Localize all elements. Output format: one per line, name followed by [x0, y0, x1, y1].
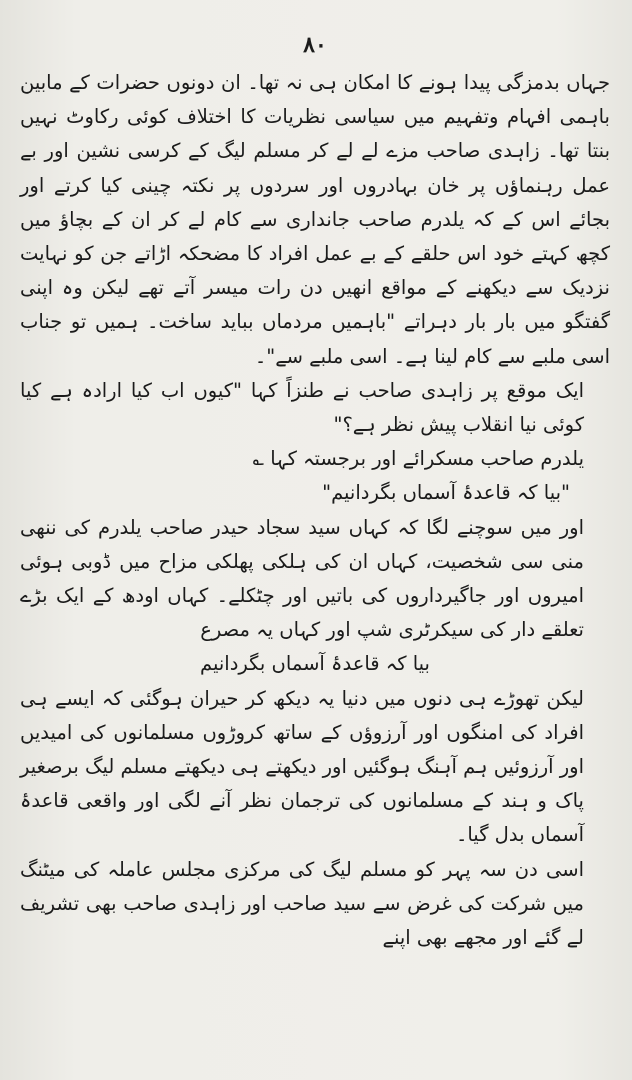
page-number: ۸۰	[303, 32, 327, 58]
verse-line: بیا کہ قاعدۂ آسماں بگردانیم	[200, 652, 430, 676]
paragraph: اسی دن سہ پہر کو مسلم لیگ کی مرکزی مجلس عاملہ کی میٹنگ میں شرکت کی غرض سے سید صاحب اور زاہدی صاحب بھی تشریف لے گئے اور مجھے بھی اپنے	[20, 857, 584, 950]
paragraph: اور میں سوچنے لگا کہ کہاں سید سجاد حیدر صاحب یلدرم کی ننھی منی سی شخصیت، کہاں ان کی ہلکی پھلکی مزاح میں ڈوبی ہوئی امیروں اور جاگیرداروں کی باتیں اور چٹکلے۔ کہاں اودھ کے ایک بڑے تعلقے دار کی سیکرٹری شپ اور کہاں یہ مصرع	[20, 515, 584, 642]
paragraph: ایک موقع پر زاہدی صاحب نے طنزاً کہا "کیوں اب کیا ارادہ ہے کیا کوئی نیا انقلاب پیش نظر ہے؟"	[20, 378, 584, 437]
paragraph: لیکن تھوڑے ہی دنوں میں دنیا یہ دیکھ کر حیران ہوگئی کہ ایسے ہی افراد کی امنگوں اور آرزوؤں کے ساتھ کروڑوں مسلمانوں کی امیدیں اور آرزوئیں ہم آہنگ ہوگئیں اور دیکھتے ہی دیکھتے مسلم لیگ برصغیر پاک و ہند کے مسلمانوں کی ترجمان نظر آنے لگی اور واقعی قاعدۂ آسماں بدل گیا۔	[20, 686, 584, 847]
verse-line: "بیا کہ قاعدۂ آسماں بگردانیم"	[322, 481, 570, 505]
page-body	[20, 66, 610, 955]
paragraph: جہاں بدمزگی پیدا ہونے کا امکان ہی نہ تھا۔ ان دونوں حضرات کے مابین باہمی افہام وتفہیم میں سیاسی نظریات کا اختلاف کوئی رکاوٹ نہیں بنتا تھا۔ زاہدی صاحب مزے لے لے کر مسلم لیگ کے کرسی نشین اور بے عمل رہنماؤں پر خان بہادروں اور سردوں پر نکتہ چینی کیا کرتے اور بجائے اس کے کہ یلدرم صاحب جانداری سے کام لے کر ان کے بچاؤ میں کچھ کہتے خود اس حلقے کے بے عمل افراد کا مضحکہ اڑاتے جن کو نہایت نزدیک سے دیکھنے کے مواقع انھیں دن رات میسر آتے تھے لیکن وہ اپنی گفتگو میں بار بار دہراتے "باہمیں مردماں بباید ساخت۔ ہمیں تو جناب اسی ملبے سے کام لینا ہے۔ اسی ملبے سے"۔	[20, 71, 610, 368]
paragraph: یلدرم صاحب مسکرائے اور برجستہ کہا ؎	[252, 447, 584, 471]
